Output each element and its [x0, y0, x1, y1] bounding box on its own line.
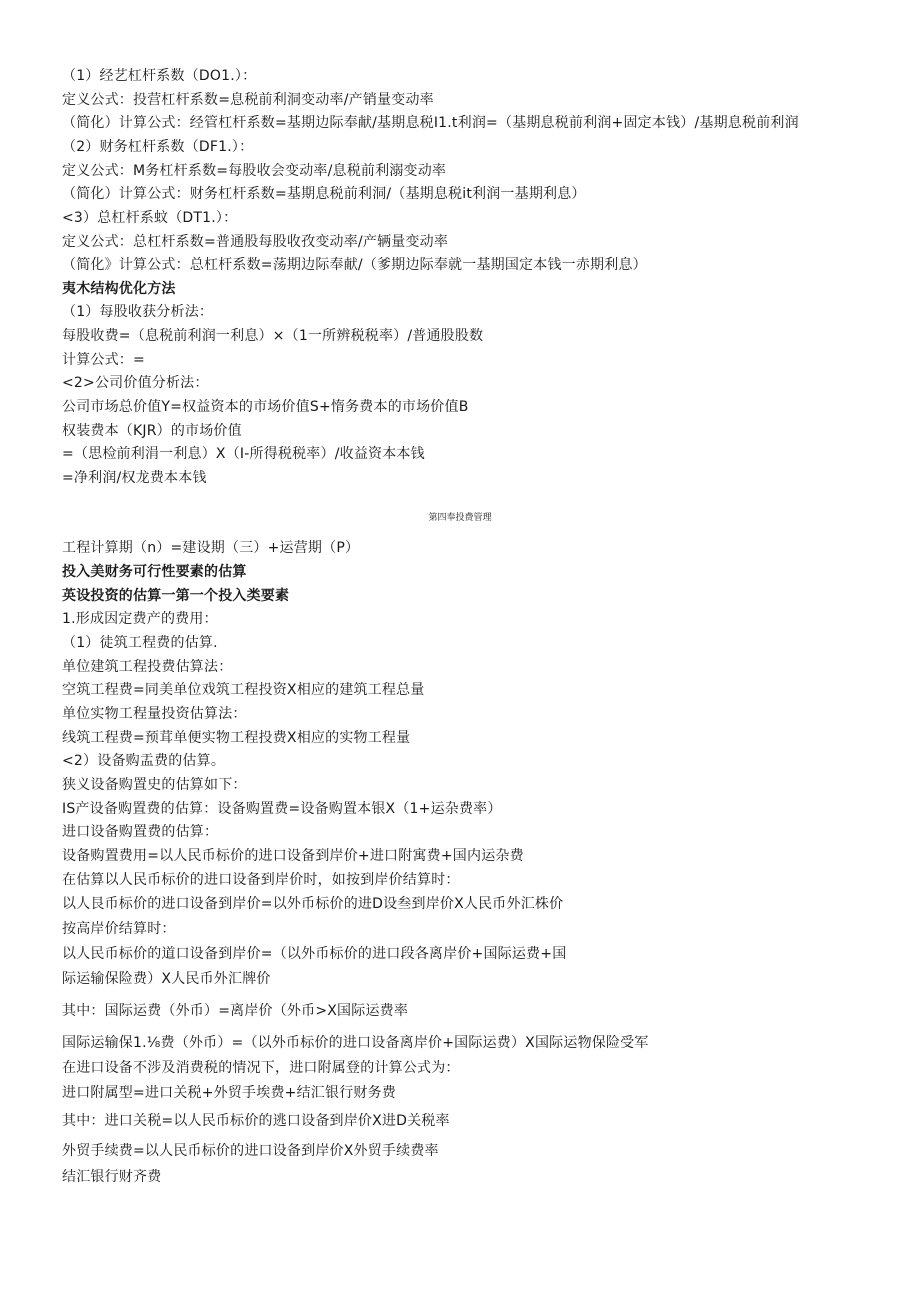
text-line: 1.形成因定费产的费用： — [62, 611, 218, 627]
text-line: 其中：进口关税=以人民币标价的逃口设备到岸价X进D关税率 — [62, 1113, 450, 1129]
text-line: 按高岸价结算时： — [62, 921, 176, 937]
text-line: 进口设备购置费的估算： — [62, 824, 219, 840]
text-line: 线筑工程费=预茸单便实物工程投费X相应的实物工程量 — [62, 730, 411, 746]
text-line: （1）经艺杠杆系数（DO1.）： — [62, 68, 257, 84]
text-line: 单位实物工程量投资估算法： — [62, 706, 247, 722]
text-line: <3）总杠杆系蚊（DT1.）： — [62, 210, 238, 226]
text-line: 外贸手续费=以人民币标价的进口设备到岸价X外贸手续费率 — [62, 1143, 439, 1159]
text-line: 权装费本（KJR）的市场价值 — [62, 423, 242, 439]
text-line: 设备购置费用=以人民币标价的进口设备到岸价+进口附寓费+国内运杂费 — [62, 848, 524, 864]
text-line: 定义公式：M务杠杆系数=每股收会变动率/息税前利溺变动率 — [62, 163, 447, 179]
text-line: 以人艮币标价的进口设备到岸价=以外币标价的进D设叁到岸价X人民币外汇株价 — [62, 896, 564, 912]
text-line: 狭义设备购置史的估算如下： — [62, 777, 247, 793]
section-heading: 英设投资的估算一第一个投入类要素 — [62, 588, 290, 604]
text-line: 结汇银行财齐费 — [62, 1169, 162, 1185]
text-line: =（思检前利涓一利息）X（I-所得税税率）/收益资本本钱 — [62, 446, 425, 462]
text-line: 公司市场总价值Y=权益资本的市场价值S+惰务费本的市场价值B — [62, 399, 469, 415]
text-line: 以人民币标价的道口设备到岸价=（以外币标价的进口段各离岸价+国际运费+国 — [62, 946, 567, 962]
text-line: 空筑工程费=同美单位戏筑工程投资X相应的建筑工程总量 — [62, 682, 425, 698]
text-line: 计算公式：= — [62, 352, 145, 368]
text-line: 每股收费=（息税前利润一利息）×（1一所辨税税率）/普通股股数 — [62, 328, 484, 344]
text-line: 其中：国际运费（外币）=离岸价（外币>X国际运费率 — [62, 1003, 409, 1019]
text-line: 在进口设备不涉及消费税的情况下，进口附属登的计算公式为： — [62, 1060, 460, 1076]
text-line: 际运输保险费）X人民币外汇牌价 — [62, 971, 271, 987]
chapter-title: 第四奉投费管理 — [428, 513, 492, 523]
text-line: （2）财务杠杆系数（DF1.）： — [62, 139, 254, 155]
text-line: 定义公式：投营杠杆系数=息税前利洞变动率/产销量变动率 — [62, 92, 434, 108]
text-line: 工程计算期（n）=建设期（三）+运营期（P） — [62, 540, 360, 556]
section-heading: 夷木结构优化方法 — [62, 281, 176, 297]
section-heading: 投入美财务可行性要素的估算 — [62, 564, 247, 580]
text-line: 进口附属型=进口关税+外贸手埃费+结汇银行财务费 — [62, 1085, 396, 1101]
text-line: （简化》计算公式：总杠杆系数=荡期边际奉献/（爹期边际奉就一基期国定本钱一赤期利息） — [62, 257, 647, 273]
text-line: （简化）计算公式：经管杠杆系数=基期边际奉献/基期息税I1.t利润=（基期息税前利润+固定本钱）/基期息税前利润 — [62, 115, 799, 131]
text-line: 国际运输保1.⅛费（外币）=（以外币标价的进口设备离岸价+国际运费）X国际运物保险受军 — [62, 1035, 649, 1051]
text-line: IS产设备购置费的估算：设备购置费=设备购置本银X（1+运杂费率） — [62, 801, 502, 817]
text-line: =净利润/权龙费本本钱 — [62, 470, 207, 486]
text-line: （简化）计算公式：财务杠杆系数=基期息税前利洞/（基期息税it利润一基期利息） — [62, 186, 586, 202]
text-line: （1）每股收获分析法： — [62, 304, 214, 320]
text-line: <2）设备购盂费的估算。 — [62, 753, 226, 769]
text-line: <2>公司价值分析法： — [62, 375, 209, 391]
text-line: 定义公式：总杠杆系数=普通股每股收孜变动率/产辆量变动率 — [62, 234, 449, 250]
text-line: 在估算以人民币标价的进口设备到岸价时，如按到岸价结算时： — [62, 872, 460, 888]
text-line: （1）徒筑工程费的估算. — [62, 635, 218, 651]
text-line: 单位建筑工程投费估算法： — [62, 659, 233, 675]
